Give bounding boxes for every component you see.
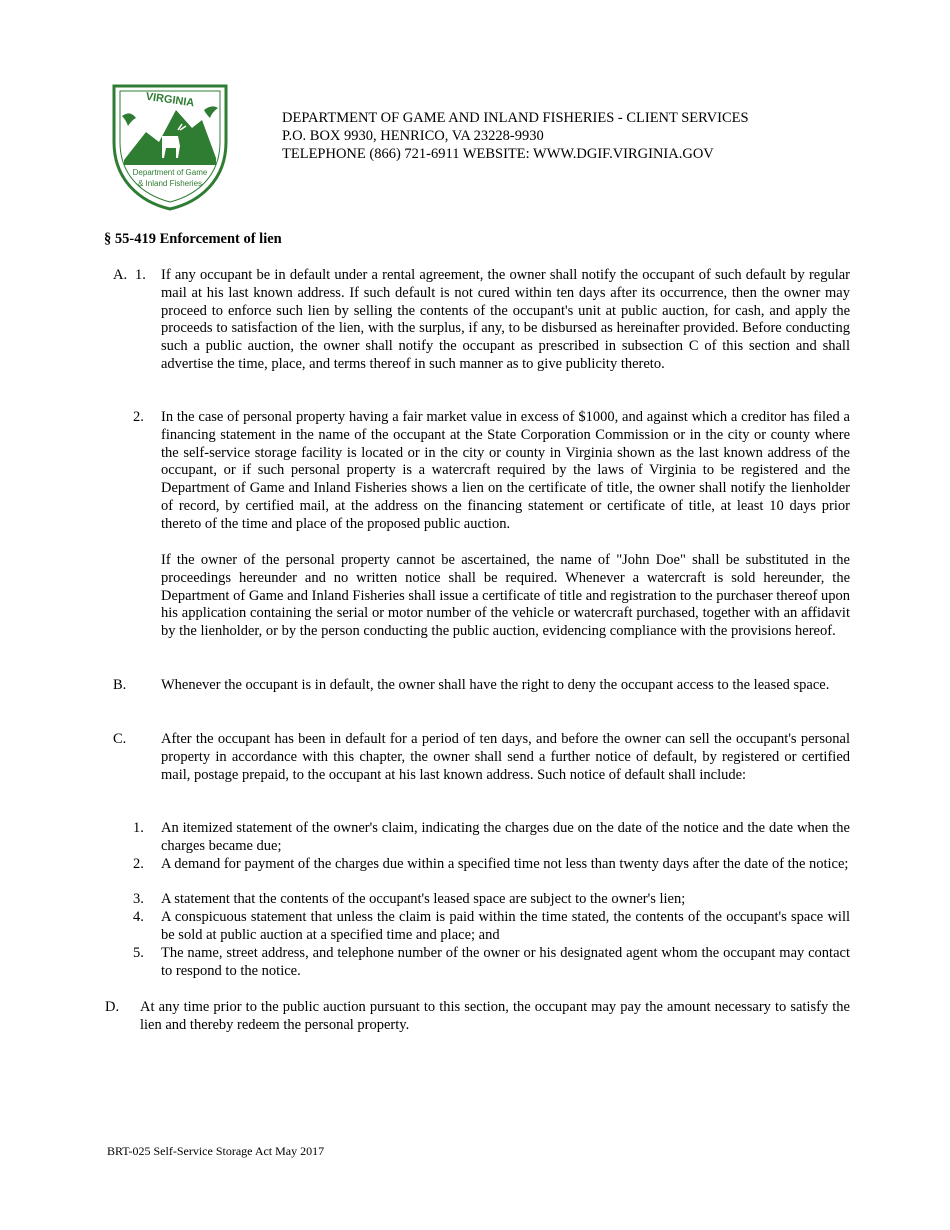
dgif-seal-graphic xyxy=(104,80,236,212)
item-c5-text: The name, street address, and telephone number of the owner or his designated agent whom the occupant may contact to respond to the notice. xyxy=(161,945,850,979)
item-c2-marker: 2. xyxy=(133,856,144,872)
item-a1-marker: 1. xyxy=(135,267,146,283)
letterhead xyxy=(282,109,749,163)
letterhead-line-2: P.O. BOX 9930, HENRICO, VA 23228-9930 xyxy=(282,128,544,144)
item-c4-marker: 4. xyxy=(133,909,144,925)
item-c1-marker: 1. xyxy=(133,820,144,836)
item-c1-text: An itemized statement of the owner's claim, indicating the charges due on the date of the notice and the date when the charges became due; xyxy=(161,820,850,854)
subsection-d-text: At any time prior to the public auction pursuant to this section, the occupant may pay the amount necessary to satisfy the lien and thereby redeem the personal property. xyxy=(140,999,850,1033)
dgif-logo xyxy=(104,80,236,212)
subsection-a-marker: A. xyxy=(113,267,128,283)
item-a2-marker: 2. xyxy=(133,409,144,425)
subsection-c-marker: C. xyxy=(113,731,127,747)
letterhead-line-1: DEPARTMENT OF GAME AND INLAND FISHERIES - CLIENT SERVICES xyxy=(282,110,749,126)
subsection-c-text: After the occupant has been in default for a period of ten days, and before the owner can sell the occupant's personal property in accordance with this chapter, the owner shall send a further notice of default, by registered or certified mail, postage prepaid, to the occupant at his last known address. Such notice of default shall include: xyxy=(161,731,850,783)
item-c3-marker: 3. xyxy=(133,891,144,907)
item-c2-text: A demand for payment of the charges due within a specified time not less than twenty days after the date of the notice; xyxy=(161,856,849,872)
subsection-d-marker: D. xyxy=(105,999,120,1015)
form-footer: BRT-025 Self-Service Storage Act May 2017 xyxy=(107,1144,325,1158)
item-c4-text: A conspicuous statement that unless the claim is paid within the time stated, the contents of the occupant's space will be sold at public auction at a specified time and place; and xyxy=(161,909,850,943)
item-c3-text: A statement that the contents of the occupant's leased space are subject to the owner's lien; xyxy=(161,891,686,907)
section-title: § 55-419 Enforcement of lien xyxy=(104,231,282,247)
logo-bottom-text-2: & Inland Fisheries xyxy=(137,179,203,188)
item-a2-text: In the case of personal property having a fair market value in excess of $1000, and against which a creditor has filed a financing statement in the name of the occupant at the State Corporation Commission or in the city or county where the self-service storage facility is located or in the city or county in Virginia shown as the last known address of the occupant, or if such personal property is a watercraft required by the laws of Virginia to be registered and the Department of Game and Inland Fisheries shows a lien on the certificate of title, the owner shall notify the lienholder of record, by certified mail, at the address on the financing statement or certificate of title, at least 10 days prior thereto of the time and place of the proposed public auction. xyxy=(161,409,850,532)
logo-top-text: VIRGINIA xyxy=(144,90,196,110)
item-a2-paragraph-2: If the owner of the personal property cannot be ascertained, the name of "John Doe" shall be substituted in the proceedings hereunder and no written notice shall be required. Whenever a watercraft is sold hereunder, the Department of Game and Inland Fisheries shall issue a certificate of title and registration to the purchaser thereof upon his application containing the serial or motor number of the vehicle or watercraft purchased, together with an affidavit by the lienholder, or by the person conducting the public auction, evidencing compliance with the provisions hereof. xyxy=(161,552,850,640)
letterhead-line-3: TELEPHONE (866) 721-6911 WEBSITE: WWW.DGIF.VIRGINIA.GOV xyxy=(282,146,714,162)
subsection-b-text: Whenever the occupant is in default, the owner shall have the right to deny the occupant access to the leased space. xyxy=(161,677,830,693)
item-a1-text: If any occupant be in default under a rental agreement, the owner shall notify the occupant of such default by regular mail at his last known address. If such default is not cured within ten days after its occurrence, then the owner may proceed to enforce such lien by selling the contents of the occupant's unit at public auction, for cash, and apply the proceeds to satisfaction of the lien, with the surplus, if any, to be disbursed as hereinafter provided. Before conducting such a public auction, the owner shall notify the occupant as prescribed in subsection C of this section and shall advertise the time, place, and terms thereof in such manner as to give publicity thereto. xyxy=(161,267,850,372)
item-c5-marker: 5. xyxy=(133,945,144,961)
logo-bottom-text-1: Department of Game xyxy=(132,168,208,177)
subsection-b-marker: B. xyxy=(113,677,127,693)
